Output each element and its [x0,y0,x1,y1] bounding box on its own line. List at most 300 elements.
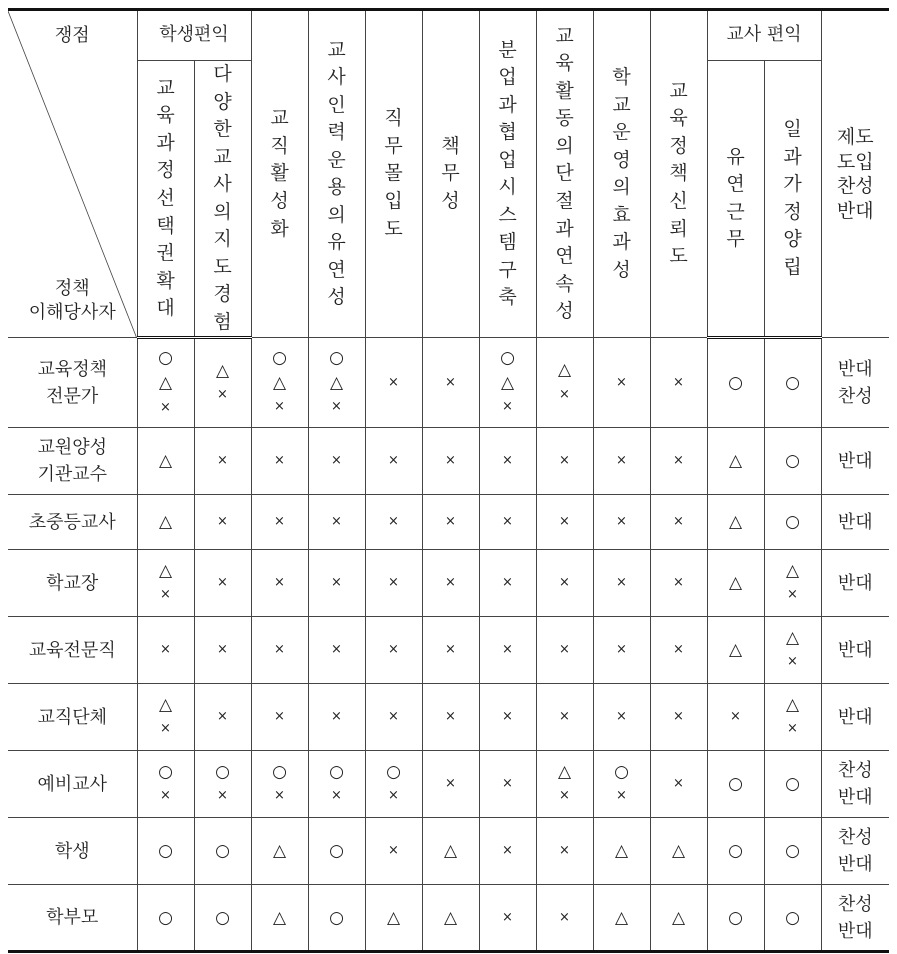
corner-label-issue: 쟁점 [54,25,90,46]
rating-symbol: ○ [215,841,230,862]
rating-symbol: ○ [329,347,344,368]
rating-cell [365,428,422,495]
rating-cell [251,818,308,885]
rating-symbol: △ [557,761,572,782]
rating-cell [365,818,422,885]
rating-cell [137,617,194,684]
rating-cell [650,751,707,818]
group-header-teacher-benefit: 교사 편익 [707,10,821,61]
rating-cell [422,338,479,428]
rating-symbol: △ [728,451,743,472]
rating-symbol: × [559,709,570,725]
rating-symbol: △ [158,560,173,581]
rating-cell [764,751,821,818]
corner-label-stakeholder [8,277,137,326]
rating-cell [707,338,764,428]
rating-cell [194,751,251,818]
rating-cell [593,550,650,617]
rating-cell [536,684,593,751]
rating-symbol: ○ [500,347,515,368]
rating-symbol: △ [386,907,401,928]
rating-symbol: × [331,788,342,804]
stakeholder-label: 교원양성 [37,437,108,459]
rating-symbol: △ [272,841,287,862]
rating-symbol: × [445,709,456,725]
stance-cell [821,550,889,617]
stance-label: 반대 [837,450,873,472]
rating-symbol: ○ [785,774,800,795]
rating-symbol: ○ [158,761,173,782]
column-header-stance: 제도도입찬성반대 [821,10,889,338]
table-row [8,684,889,751]
rating-symbol: ○ [728,907,743,928]
rating-symbol: × [274,399,285,415]
stance-cell [821,495,889,550]
stakeholder-cell [8,495,137,550]
rating-cell [365,885,422,952]
rating-cell [137,550,194,617]
rating-cell [479,751,536,818]
rating-cell [536,338,593,428]
rating-symbol: × [730,709,741,725]
rating-symbol: × [445,575,456,591]
rating-symbol: × [502,843,513,859]
rating-cell [365,338,422,428]
rating-cell [194,818,251,885]
rating-symbol: △ [614,841,629,862]
table-row [8,885,889,952]
rating-cell [593,751,650,818]
column-header: 책무성 [422,10,479,338]
stakeholder-label: 교육전문직 [28,639,116,661]
rating-symbol: × [559,843,570,859]
rating-symbol: ○ [785,512,800,533]
stance-label: 반대 [837,572,873,594]
rating-symbol: × [331,575,342,591]
stakeholder-label: 교직단체 [37,706,108,728]
rating-cell [707,751,764,818]
rating-cell [707,495,764,550]
column-header: 학교운영의효과성 [593,10,650,338]
rating-symbol: ○ [158,907,173,928]
stance-label: 찬성 [837,760,873,782]
rating-symbol: ○ [158,841,173,862]
rating-symbol: × [160,642,171,658]
rating-symbol: × [274,642,285,658]
rating-cell [479,617,536,684]
rating-cell [536,428,593,495]
rating-cell [650,885,707,952]
stakeholder-label: 기관교수 [37,464,108,486]
rating-cell [650,338,707,428]
rating-symbol: △ [728,512,743,533]
rating-symbol: × [388,453,399,469]
rating-cell [764,684,821,751]
rating-symbol: △ [158,373,173,394]
rating-symbol: × [445,776,456,792]
rating-symbol: × [616,788,627,804]
rating-symbol: × [445,514,456,530]
rating-cell [479,550,536,617]
stance-label: 반대 [837,854,873,876]
rating-symbol: × [445,453,456,469]
column-header: 일과가정양립 [764,61,821,338]
stakeholder-cell [8,617,137,684]
rating-cell [194,428,251,495]
rating-symbol: ○ [329,841,344,862]
rating-cell [365,495,422,550]
rating-symbol: × [616,642,627,658]
rating-symbol: △ [671,907,686,928]
rating-cell [479,684,536,751]
rating-cell [764,885,821,952]
rating-cell [137,684,194,751]
table-row [8,550,889,617]
rating-symbol: △ [728,640,743,661]
rating-symbol: × [445,374,456,390]
rating-symbol: ○ [785,373,800,394]
stakeholder-cell [8,338,137,428]
column-header: 다양한교사의지도경험 [194,61,251,338]
rating-symbol: × [274,575,285,591]
column-header: 교육과정선택권확대 [137,61,194,338]
rating-symbol: × [331,453,342,469]
rating-symbol: ○ [215,761,230,782]
rating-symbol: △ [728,573,743,594]
rating-cell [764,338,821,428]
rating-symbol: ○ [614,761,629,782]
rating-cell [251,495,308,550]
rating-symbol: × [559,642,570,658]
rating-symbol: × [673,453,684,469]
rating-cell [137,428,194,495]
stance-label: 반대 [837,639,873,661]
rating-cell [137,495,194,550]
rating-symbol: × [388,709,399,725]
rating-cell [194,495,251,550]
rating-cell [194,885,251,952]
stakeholder-label: 학교장 [46,572,99,594]
stakeholder-cell [8,550,137,617]
rating-symbol: × [331,514,342,530]
table-row [8,428,889,495]
rating-cell [707,818,764,885]
rating-cell [308,428,365,495]
stakeholder-cell [8,751,137,818]
rating-symbol: × [160,587,171,603]
rating-cell [764,550,821,617]
rating-symbol: × [388,843,399,859]
rating-symbol: △ [671,841,686,862]
rating-cell [137,338,194,428]
rating-cell [764,428,821,495]
rating-cell [650,495,707,550]
rating-symbol: △ [158,512,173,533]
rating-cell [536,885,593,952]
rating-cell [764,818,821,885]
stance-label: 찬성 [837,827,873,849]
stance-cell [821,885,889,952]
rating-symbol: × [217,575,228,591]
stakeholder-label: 학부모 [46,907,99,929]
rating-symbol: △ [329,372,344,393]
rating-symbol: ○ [728,373,743,394]
rating-cell [707,550,764,617]
rating-symbol: × [673,642,684,658]
rating-cell [593,428,650,495]
stance-label: 반대 [837,787,873,809]
rating-cell [308,550,365,617]
rating-cell [650,617,707,684]
rating-symbol: ○ [272,347,287,368]
rating-cell [308,751,365,818]
rating-symbol: × [502,909,513,925]
rating-symbol: △ [785,560,800,581]
rating-cell [479,818,536,885]
rating-symbol: × [160,788,171,804]
rating-symbol: × [673,374,684,390]
rating-symbol: × [388,575,399,591]
rating-symbol: × [616,709,627,725]
rating-symbol: △ [785,694,800,715]
rating-symbol: × [787,721,798,737]
rating-symbol: × [274,514,285,530]
rating-symbol: × [673,709,684,725]
rating-cell [536,617,593,684]
rating-symbol: × [217,453,228,469]
rating-symbol: △ [557,360,572,381]
rating-symbol: × [616,575,627,591]
rating-symbol: △ [215,360,230,381]
rating-cell [536,550,593,617]
rating-symbol: × [559,453,570,469]
column-header: 유연근무 [707,61,764,338]
rating-cell [479,338,536,428]
rating-symbol: △ [272,907,287,928]
rating-cell [308,338,365,428]
rating-cell [479,495,536,550]
rating-cell [194,617,251,684]
rating-symbol: × [388,374,399,390]
stance-cell [821,428,889,495]
stance-label: 찬성 [837,385,873,407]
stakeholder-label: 예비교사 [37,773,108,795]
rating-symbol: × [331,642,342,658]
rating-cell [137,885,194,952]
rating-cell [194,550,251,617]
rating-cell [194,338,251,428]
rating-symbol: △ [500,372,515,393]
rating-cell [707,885,764,952]
rating-symbol: × [160,721,171,737]
rating-symbol: × [616,514,627,530]
rating-cell [707,684,764,751]
rating-cell [422,428,479,495]
rating-cell [308,617,365,684]
table-row [8,338,889,428]
rating-symbol: △ [443,841,458,862]
rating-symbol: × [559,909,570,925]
rating-symbol: △ [785,627,800,648]
rating-symbol: ○ [386,761,401,782]
stance-cell [821,751,889,818]
stance-label: 찬성 [837,893,873,915]
rating-cell [365,550,422,617]
rating-cell [422,617,479,684]
rating-cell [251,885,308,952]
rating-cell [251,617,308,684]
rating-symbol: × [502,399,513,415]
table-row [8,751,889,818]
stance-cell [821,338,889,428]
rating-cell [650,818,707,885]
rating-cell [479,428,536,495]
rating-symbol: × [217,642,228,658]
rating-symbol: × [274,709,285,725]
rating-symbol: △ [158,694,173,715]
table-row [8,495,889,550]
rating-cell [137,818,194,885]
rating-cell [536,751,593,818]
column-header: 교사인력운용의유연성 [308,10,365,338]
rating-cell [422,751,479,818]
rating-cell [707,617,764,684]
rating-symbol: × [559,788,570,804]
rating-symbol: × [502,709,513,725]
rating-symbol: ○ [272,761,287,782]
rating-cell [593,818,650,885]
rating-symbol: × [217,709,228,725]
stance-cell [821,617,889,684]
rating-symbol: × [445,642,456,658]
rating-symbol: × [160,399,171,415]
rating-symbol: ○ [785,841,800,862]
rating-cell [422,495,479,550]
stakeholder-issue-table [8,8,889,953]
rating-cell [593,885,650,952]
rating-symbol: × [616,374,627,390]
rating-symbol: × [559,386,570,402]
rating-symbol: × [787,654,798,670]
stakeholder-label: 초중등교사 [28,511,116,533]
rating-symbol: × [274,788,285,804]
rating-cell [536,495,593,550]
rating-cell [308,495,365,550]
table-row [8,818,889,885]
rating-cell [593,684,650,751]
rating-cell [308,885,365,952]
corner-label-line: 정책 [54,277,90,299]
rating-symbol: × [388,514,399,530]
stakeholder-cell [8,428,137,495]
rating-cell [593,495,650,550]
rating-symbol: ○ [329,761,344,782]
rating-symbol: × [217,788,228,804]
rating-symbol: ○ [785,451,800,472]
rating-symbol: × [502,575,513,591]
rating-cell [422,550,479,617]
rating-symbol: △ [158,451,173,472]
column-header: 분업과협업시스템구축 [479,10,536,338]
rating-cell [251,338,308,428]
rating-symbol: × [673,575,684,591]
rating-cell [251,428,308,495]
rating-cell [479,885,536,952]
rating-cell [251,751,308,818]
rating-symbol: × [673,514,684,530]
rating-cell [593,617,650,684]
rating-symbol: × [217,387,228,403]
rating-symbol: × [502,514,513,530]
rating-symbol: × [388,642,399,658]
rating-symbol: × [388,788,399,804]
rating-cell [593,338,650,428]
rating-symbol: × [616,453,627,469]
group-header-student-benefit: 학생편익 [137,10,251,61]
rating-symbol: × [787,587,798,603]
stance-label: 반대 [837,358,873,380]
rating-cell [308,684,365,751]
rating-cell [251,684,308,751]
stakeholder-cell [8,818,137,885]
column-header: 교직활성화 [251,10,308,338]
rating-cell [422,885,479,952]
rating-symbol: × [217,514,228,530]
rating-symbol: × [274,453,285,469]
stance-cell [821,684,889,751]
rating-symbol: × [331,709,342,725]
stance-cell [821,818,889,885]
rating-cell [194,684,251,751]
corner-label-line: 이해당사자 [28,302,116,324]
rating-symbol: ○ [158,348,173,369]
rating-cell [137,751,194,818]
rating-symbol: ○ [785,907,800,928]
rating-symbol: △ [443,907,458,928]
rating-cell [422,818,479,885]
rating-symbol: × [502,776,513,792]
stance-label: 반대 [837,920,873,942]
stakeholder-cell [8,684,137,751]
rating-symbol: × [331,399,342,415]
rating-symbol: × [502,453,513,469]
stakeholder-cell [8,885,137,952]
rating-symbol: × [502,642,513,658]
rating-symbol: × [559,514,570,530]
rating-symbol: × [559,575,570,591]
rating-symbol: ○ [215,907,230,928]
rating-cell [536,818,593,885]
rating-symbol: △ [614,907,629,928]
rating-cell [365,751,422,818]
rating-cell [422,684,479,751]
rating-symbol: × [673,776,684,792]
rating-cell [365,684,422,751]
rating-symbol: ○ [728,841,743,862]
stakeholder-label: 교육정책 [37,358,108,380]
rating-cell [650,550,707,617]
rating-cell [251,550,308,617]
rating-cell [365,617,422,684]
column-header: 직무몰입도 [365,10,422,338]
stance-label: 반대 [837,706,873,728]
column-header: 교육정책신뢰도 [650,10,707,338]
rating-cell [308,818,365,885]
stakeholder-label: 학생 [54,840,90,862]
rating-symbol: ○ [728,774,743,795]
rating-symbol: ○ [329,907,344,928]
rating-cell [764,495,821,550]
